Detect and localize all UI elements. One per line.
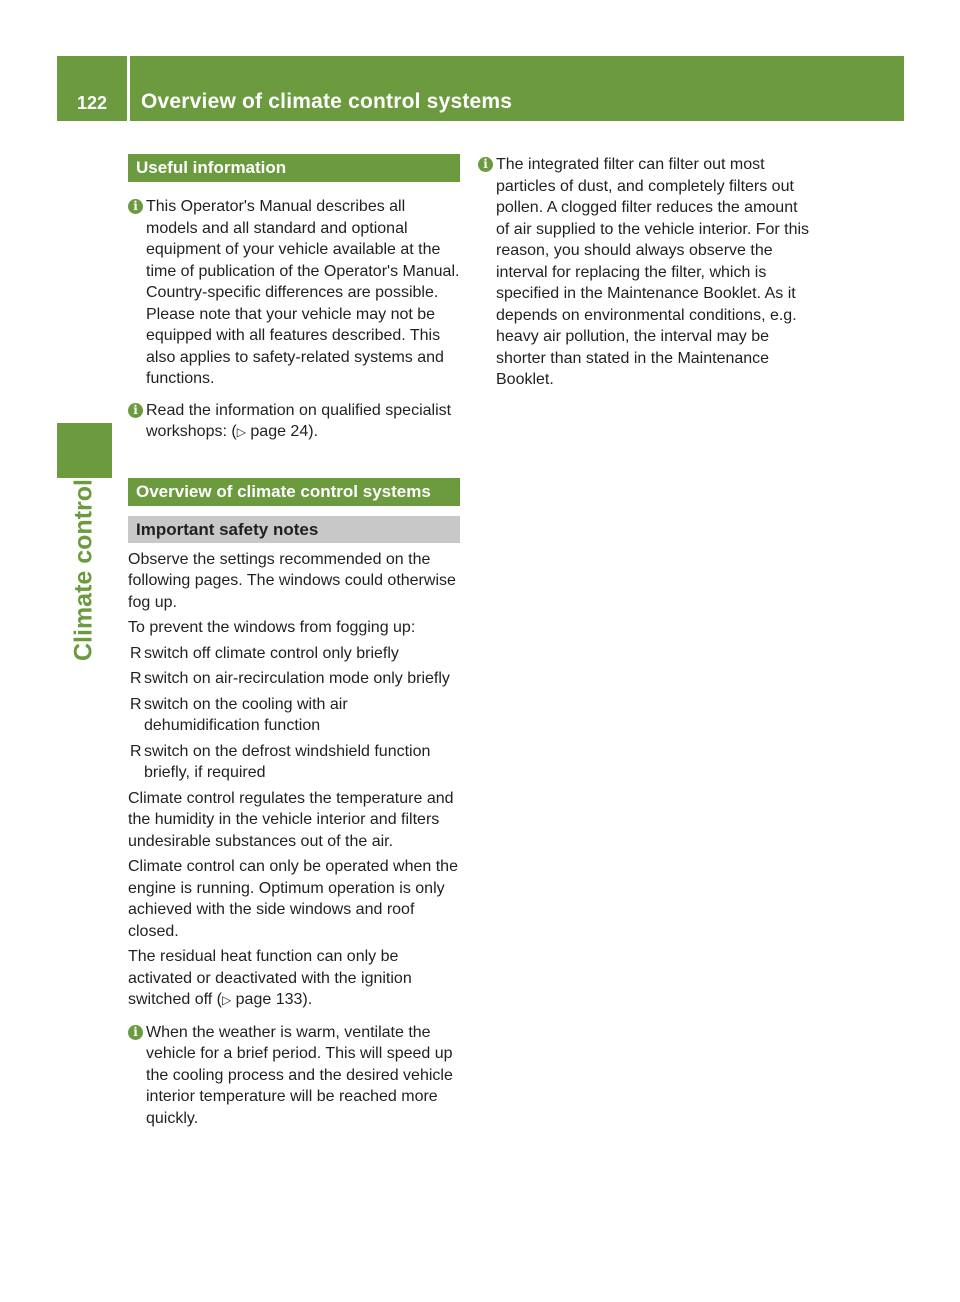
header-divider: [127, 56, 130, 121]
paragraph-residual-heat: [128, 946, 460, 1012]
info-note-warm-weather: [128, 1022, 460, 1130]
page-number: 122: [76, 93, 108, 113]
paragraph-prevent-fog: To prevent the windows from fogging up:: [128, 619, 416, 636]
paragraph-text-end: ).: [302, 991, 313, 1008]
left-column: [128, 154, 460, 1129]
info-note-manual: [128, 196, 460, 390]
list-item-text: switch on air-recirculation mode only briefly: [144, 670, 450, 687]
page-reference-link[interactable]: page 24: [250, 423, 309, 440]
info-note-text: The integrated filter can filter out most particles of dust, and completely filters out pollen. A clogged filter reduces the amount of air supplied to the vehicle interior. For this reason, you should always observe the interval for replacing the filter, which is specified in the Maintenance Booklet. As it depends on environmental conditions, e.g. heavy air pollution, the interval may be shorter than stated in the Maintenance Booklet.: [496, 156, 810, 388]
info-icon: i: [478, 157, 493, 172]
paragraph-settings: Observe the settings recommended on the following pages. The windows could otherwise fog up.: [128, 550, 456, 611]
side-tab-marker: [57, 423, 112, 478]
side-tab-label: Climate control: [69, 479, 98, 661]
info-note-workshops: [128, 400, 460, 444]
bullet-icon: R: [130, 670, 142, 687]
info-note-text-end: ).: [308, 423, 319, 440]
useful-information-heading: Useful information: [128, 154, 460, 182]
info-icon: i: [128, 199, 143, 214]
page-title: Overview of climate control systems: [141, 90, 513, 113]
paragraph-engine-running: Climate control can only be operated when the engine is running. Optimum operation is only achieved with the side windows and roof closed.: [128, 858, 458, 940]
list-item: [128, 741, 460, 784]
list-item-text: switch on the defrost windshield function briefly, if required: [144, 742, 431, 781]
bullet-icon: R: [130, 695, 142, 713]
triangle-right-icon: ▷: [236, 425, 246, 439]
info-note-text: This Operator's Manual describes all models and all standard and optional equipment of your vehicle available at the time of publication of the Operator's Manual. Country-specific differences are possible. Please note that your vehicle may not be equipped with all features described. This also applies to safety-related systems and functions.: [146, 198, 460, 387]
safety-notes-heading: Important safety notes: [128, 516, 460, 543]
list-item: [128, 668, 460, 690]
bullet-icon: R: [130, 644, 142, 662]
right-column: [478, 154, 814, 391]
triangle-right-icon: ▷: [221, 993, 232, 1007]
overview-heading: Overview of climate control systems: [128, 478, 460, 506]
list-item-text: switch off climate control only briefly: [144, 644, 399, 662]
info-icon: i: [128, 403, 143, 418]
list-item: [128, 694, 460, 737]
info-icon: i: [128, 1025, 143, 1040]
page-reference-link[interactable]: page 133: [235, 991, 303, 1008]
paragraph-text: The residual heat function can only be activated or deactivated with the ignition switched off (: [128, 948, 412, 1008]
info-note-filter: [478, 154, 814, 391]
list-item: [128, 643, 460, 665]
bullet-icon: R: [130, 742, 142, 760]
info-note-text: When the weather is warm, ventilate the vehicle for a brief period. This will speed up the cooling process and the desired vehicle interior temperature will be reached more quickly.: [146, 1023, 453, 1127]
list-item-text: switch on the cooling with air dehumidification function: [144, 695, 348, 734]
paragraph-regulates: Climate control regulates the temperature and the humidity in the vehicle interior and filters undesirable substances out of the air.: [128, 789, 454, 850]
info-note-text: Read the information on qualified specialist workshops: (: [146, 401, 452, 440]
